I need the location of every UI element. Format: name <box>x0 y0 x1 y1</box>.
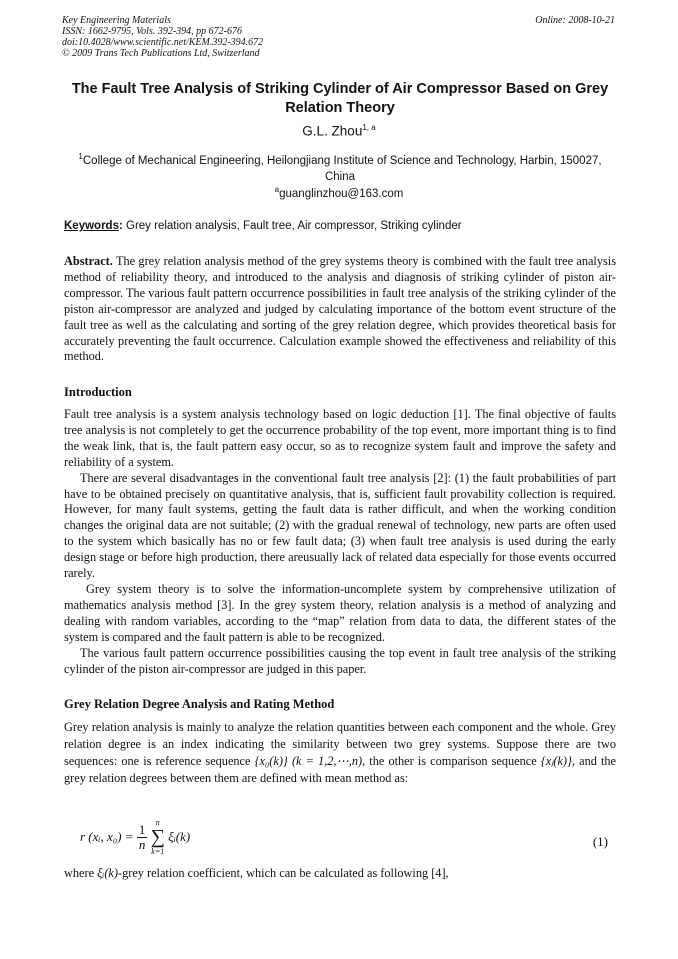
where-symbol: ξᵢ(k) <box>97 866 118 880</box>
introduction-body <box>64 407 616 677</box>
grey-paragraph-part-3: , and the grey relation degrees between them are defined with mean method as: <box>64 754 617 785</box>
where-text: -grey relation coefficient, which can be calculated as following [4], <box>117 866 449 880</box>
copyright-line: © 2009 Trans Tech Publications Ltd, Switzerland <box>62 48 260 59</box>
keywords-line: Keywords: Grey relation analysis, Fault tree, Air compressor, Striking cylinder <box>64 220 462 232</box>
paper-title: The Fault Tree Analysis of Striking Cylinder of Air Compressor Based on Grey Relation Theory <box>71 81 609 116</box>
doi-line: doi:10.4028/www.scientific.net/KEM.392-394.672 <box>62 37 264 48</box>
intro-paragraph-2: There are several disadvantages in the conventional fault tree analysis [2]: (1) the fault probabilities of part have to be obtained precisely on quantitative analysis, that is, sufficient fault provability collection is required. However, for many fault systems, getting the fault data is rather difficult, and when the working condition changes the original data are not suitable; (2) with the gradual renewal of technology, new parts are often used to the system which basically has no or few fault data; (3) when fault tree analysis is used during the early design stage or before high production, there areusually lack of related data especially for those events occurred rarely. <box>64 470 616 581</box>
abstract <box>64 254 616 365</box>
grey-relation-heading: Grey Relation Degree Analysis and Rating Method <box>64 697 335 711</box>
comparison-sequence: {xⱼ(k)} <box>540 754 572 768</box>
sum-lower-limit: k=1 <box>151 847 165 856</box>
grey-paragraph-part-2: , the other is comparison sequence <box>362 754 537 768</box>
journal-header <box>62 15 615 59</box>
issn-line: ISSN: 1662-9795, Vols. 392-394, pp 672-676 <box>62 26 242 37</box>
sum-symbol: ∑ <box>150 826 165 848</box>
affiliation-sup: 1 <box>78 152 83 161</box>
sum-upper-limit: n <box>155 818 160 827</box>
equation-term: ξᵢ(k) <box>168 829 191 844</box>
author-line <box>0 123 678 139</box>
abstract-label: Abstract. <box>64 254 113 268</box>
where-line <box>64 866 616 882</box>
intro-paragraph-4: The various fault pattern occurrence possibilities causing the top event in fault tree analysis of the striking cylinder of the piston air-compressor are judged in this paper. <box>64 645 616 676</box>
k-range: (k = 1,2,⋯,n) <box>291 754 363 768</box>
grey-paragraph-part-1: Grey relation analysis is mainly to analyze the relation quantities between each component and the whole. Grey relation degree is an index indicating the similarity between two grey systems. Suppose there are two sequences: one is reference sequence <box>64 720 616 768</box>
equation-lhs: r (xᵢ, x₀) = <box>80 829 134 844</box>
journal-name: Key Engineering Materials <box>62 15 171 26</box>
email-line <box>0 185 678 200</box>
fraction-numerator: 1 <box>138 821 146 837</box>
summation <box>151 818 165 856</box>
keywords-text: Grey relation analysis, Fault tree, Air compressor, Striking cylinder <box>126 220 462 232</box>
affiliation-text: College of Mechanical Engineering, Heilongjiang Institute of Science and Technology, Harbin, 150027, China <box>82 154 602 183</box>
email-address: guanglinzhou@163.com <box>279 187 404 200</box>
abstract-text: The grey relation analysis method of the grey systems theory is combined with the fault tree analysis method of reliability theory, and introduced to the analysis and diagnosis of striking cylinder of piston air-compressor. The various fault pattern occurrence possibilities in fault tree analysis of the striking cylinder of the piston air-compressor are analyzed and judged by calculating importance of the bottom event structure of the fault tree as well as the calculating and sorting of the grey relation degree, which provides theoretical basis for accurately preventing the fault occurrence. Calculation example showed the effectiveness and reliability of this method. <box>64 254 616 364</box>
online-date: Online: 2008-10-21 <box>535 15 615 26</box>
affiliation <box>70 149 610 185</box>
equation-1 <box>80 818 620 862</box>
reference-sequence: {x₀(k)} <box>254 754 288 768</box>
intro-paragraph-3: Grey system theory is to solve the information-uncomplete system by comprehensive utilization of mathematics analysis method [3]. In the grey system theory, relation analysis is a method of analyzing and dealing with random variables, according to the “map” relation from data to data, the different states of the system is compared and the fault pattern is able to be recognized. <box>64 581 616 644</box>
introduction-heading: Introduction <box>64 385 132 399</box>
email-sup: a <box>274 185 280 194</box>
grey-relation-body <box>64 719 616 787</box>
equation-number: (1) <box>592 834 608 849</box>
fraction-denominator: n <box>138 836 146 852</box>
where-label: where <box>64 866 95 880</box>
equation-fraction <box>137 823 148 852</box>
author-sup: 1, a <box>362 123 376 132</box>
author-name: G.L. Zhou <box>302 123 363 139</box>
keywords-label: Keywords <box>64 220 119 232</box>
intro-paragraph-1: Fault tree analysis is a system analysis technology based on logic deduction [1]. The final objective of faults tree analysis is not completely to get the occurrence probability of the top event, more important thing is to find the weak link, that is, the fault pattern easy occur, so as to recognize system fault and improve the safety and reliability of a system. <box>64 407 616 469</box>
